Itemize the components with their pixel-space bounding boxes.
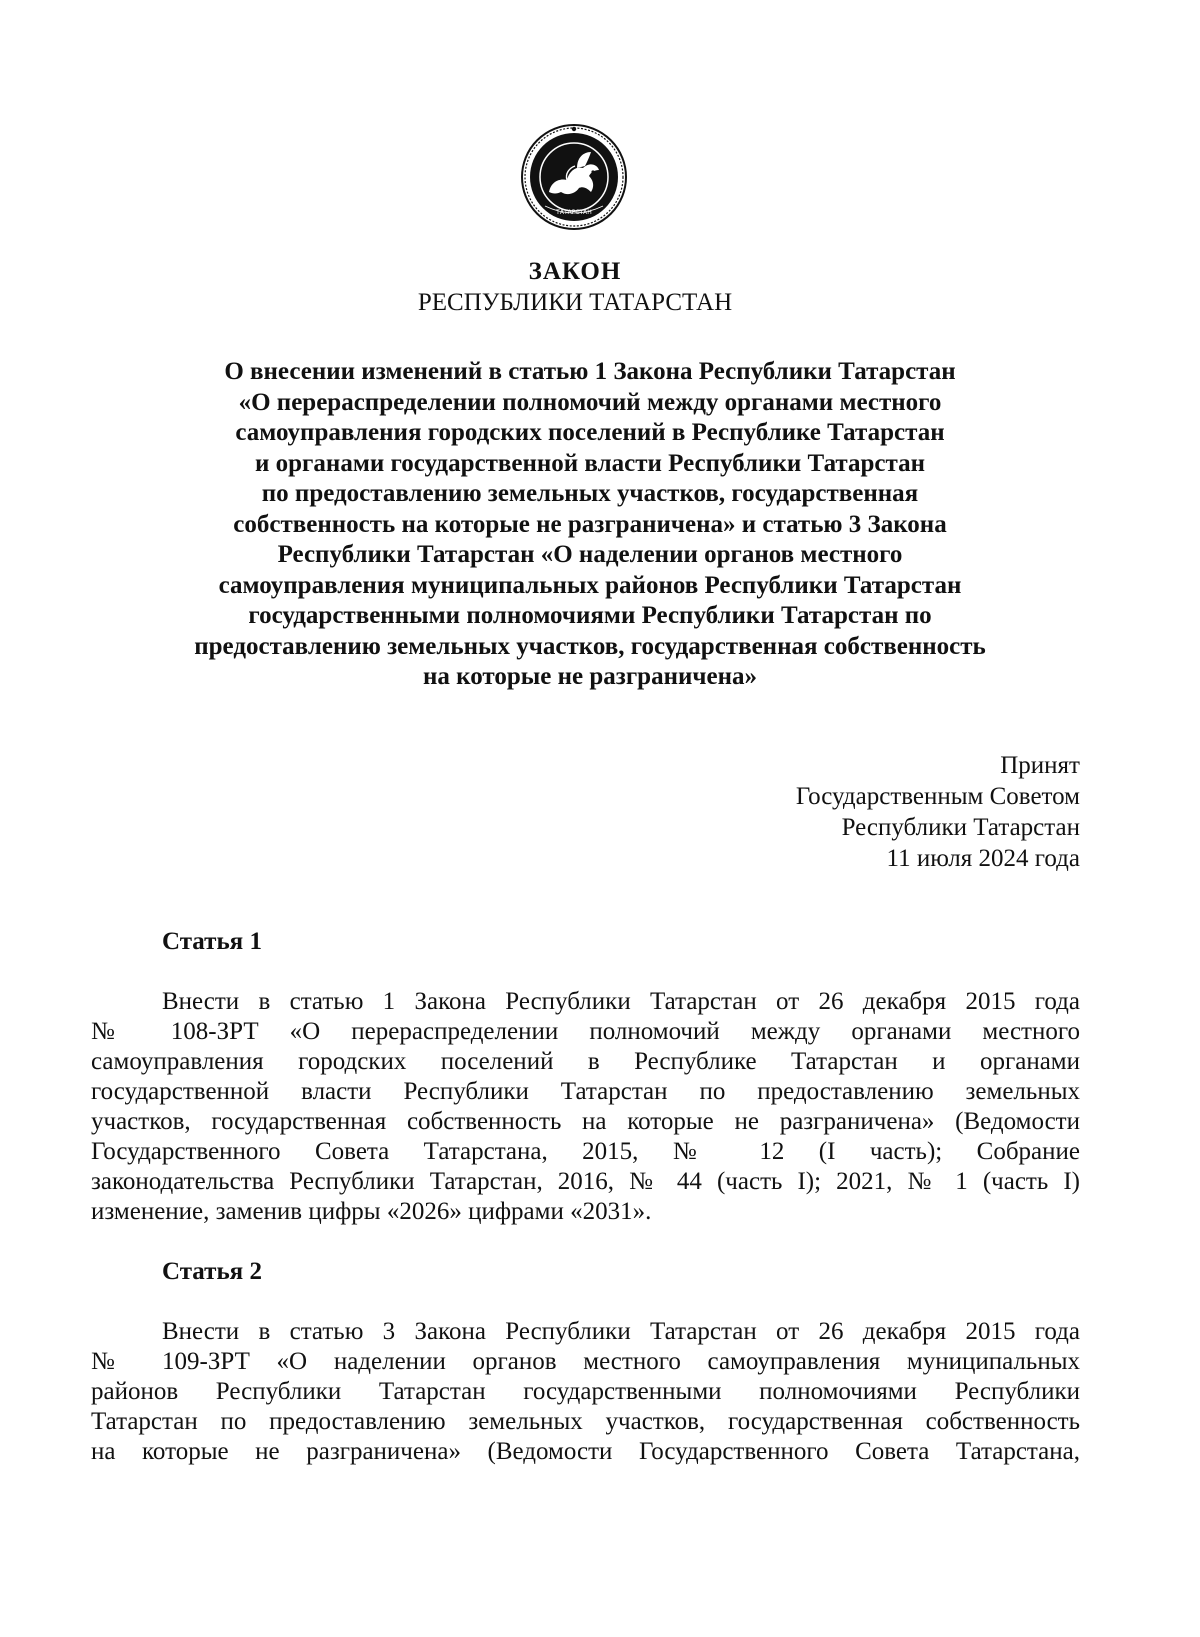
- law-title-line: на которые не разграничена»: [423, 663, 757, 690]
- law-title-line: самоуправления городских поселений в Республике Татарстан: [235, 419, 945, 446]
- adoption-line: Государственным Советом: [795, 783, 1080, 810]
- article-line: № 109-ЗРТ «О наделении органов местного самоуправления муниципальных: [91, 1348, 1080, 1375]
- article-2-heading: Статья 2: [162, 1258, 262, 1285]
- article-line: самоуправления городских поселений в Республике Татарстан и органами: [91, 1048, 1080, 1075]
- article-line: Государственного Совета Татарстана, 2015, № 12 (I часть); Собрание: [91, 1138, 1080, 1165]
- article-line: Внести в статью 3 Закона Республики Татарстан от 26 декабря 2015 года: [162, 1318, 1080, 1345]
- adoption-date: 11 июля 2024 года: [886, 845, 1080, 872]
- law-title-line: предоставлению земельных участков, государственная собственность: [194, 632, 986, 660]
- law-title-line: Республики Татарстан «О наделении органов местного: [277, 541, 903, 568]
- article-line: Татарстан по предоставлению земельных участков, государственная собственность: [91, 1408, 1080, 1435]
- law-title-line: О внесении изменений в статью 1 Закона Республики Татарстан: [224, 358, 956, 385]
- article-line: № 108-ЗРТ «О перераспределении полномочий между органами местного: [91, 1018, 1080, 1045]
- article-line: законодательства Республики Татарстан, 2016, № 44 (часть I); 2021, № 1 (часть I): [91, 1168, 1080, 1195]
- law-title-line: «О перераспределении полномочий между органами местного: [238, 388, 942, 416]
- article-line: на которые не разграничена» (Ведомости Государственного Совета Татарстана,: [91, 1438, 1080, 1465]
- adoption-line: Республики Татарстан: [841, 814, 1080, 841]
- adoption-line: Принят: [1000, 752, 1080, 779]
- article-line: изменение, заменив цифры «2026» цифрами «2031».: [91, 1198, 652, 1225]
- law-title-line: по предоставлению земельных участков, государственная: [261, 480, 919, 507]
- article-line: государственной власти Республики Татарстан по предоставлению земельных: [91, 1078, 1080, 1105]
- adoption-block: [796, 750, 1080, 874]
- law-title-line: государственными полномочиями Республики Татарстан по: [248, 602, 932, 629]
- article-line: районов Республики Татарстан государственными полномочиями Республики: [91, 1378, 1080, 1405]
- article-1-text: [91, 987, 1080, 1227]
- law-title: [140, 357, 1040, 693]
- document-type: ЗАКОН: [528, 258, 622, 285]
- law-title-line: и органами государственной власти Республики Татарстан: [255, 449, 925, 477]
- article-2-text: [91, 1317, 1080, 1467]
- article-1-heading: Статья 1: [162, 928, 262, 955]
- law-title-line: самоуправления муниципальных районов Республики Татарстан: [218, 571, 962, 599]
- article-line: участков, государственная собственность на которые не разграничена» (Ведомости: [91, 1108, 1080, 1135]
- article-line: Внести в статью 1 Закона Республики Татарстан от 26 декабря 2015 года: [162, 988, 1080, 1015]
- svg-text:ТАТАРСТАН: ТАТАРСТАН: [556, 209, 592, 216]
- law-title-line: собственность на которые не разграничена» и статью 3 Закона: [233, 510, 947, 538]
- coat-of-arms-icon: [519, 122, 629, 232]
- issuing-republic: РЕСПУБЛИКИ ТАТАРСТАН: [417, 289, 733, 316]
